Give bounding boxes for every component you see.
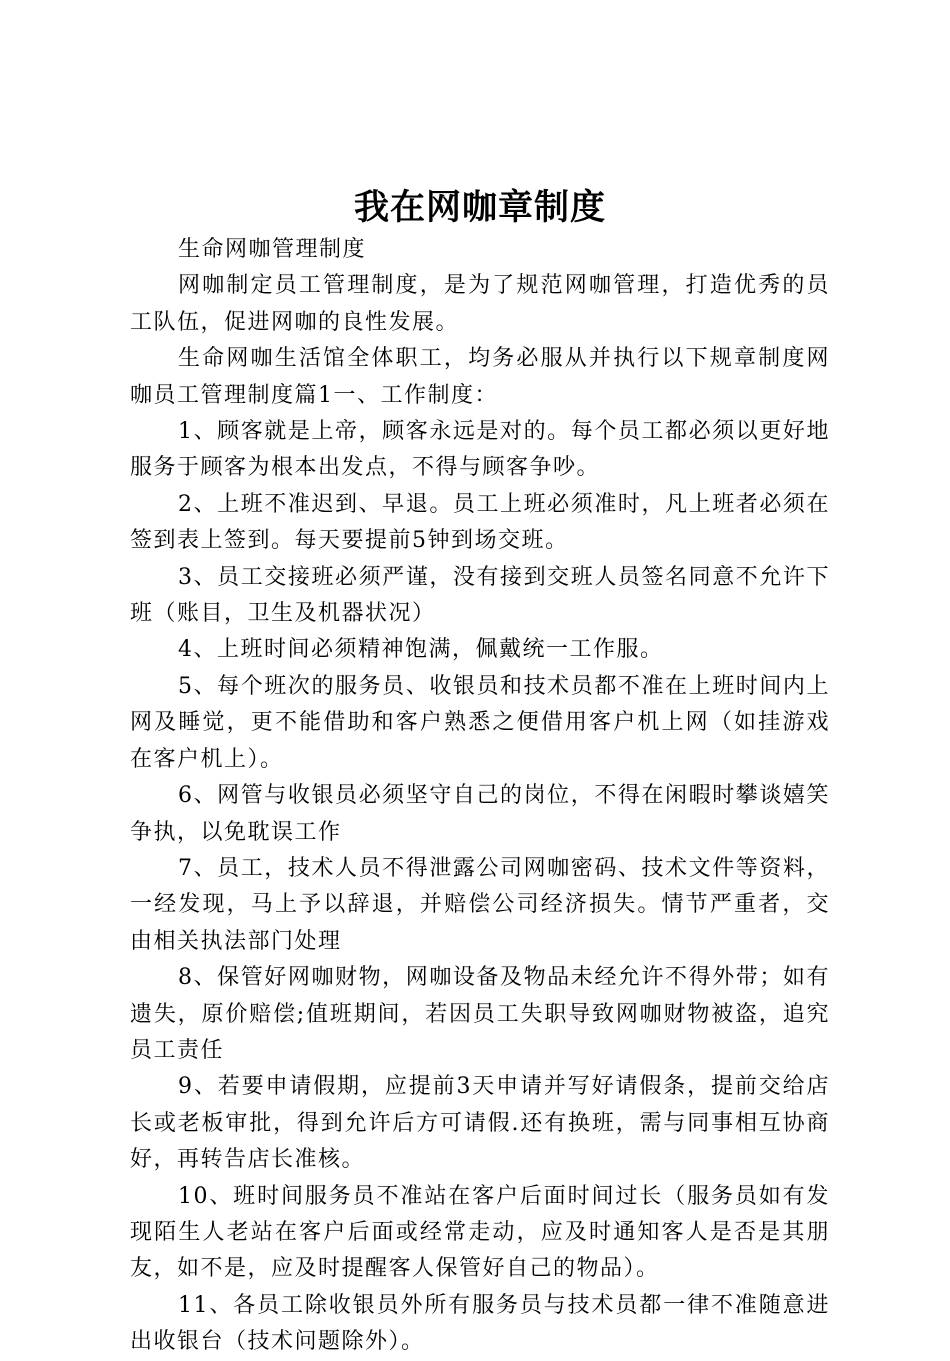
paragraph-scope: 生命网咖生活馆全体职工，均务必服从并执行以下规章制度网咖员工管理制度篇1一、工作制度： [130,346,830,408]
rule-item-9: 9、若要申请假期，应提前3天申请并写好请假条，提前交给店长或老板审批，得到允许后方可请假.还有换班，需与同事相互协商好，再转告店长准核。 [130,1074,830,1173]
document-title: 我在网咖章制度 [353,188,606,228]
paragraph-purpose: 网咖制定员工管理制度，是为了规范网咖管理，打造优秀的员工队伍，促进网咖的良性发展。 [130,273,830,335]
rule-item-11: 11、各员工除收银员外所有服务员与技术员都一律不准随意进出收银台（技术问题除外）。 [130,1292,830,1355]
rule-item-8: 8、保管好网咖财物，网咖设备及物品未经允许不得外带；如有遗失，原价赔偿;值班期间，若因员工失职导致网咖财物被盗，追究员工责任 [130,965,830,1063]
paragraph-intro-heading: 生命网咖管理制度 [178,237,367,262]
rule-item-7: 7、员工，技术人员不得泄露公司网咖密码、技术文件等资料，一经发现，马上予以辞退，并赔偿公司经济损失。情节严重者，交由相关执法部门处理 [130,855,830,954]
rule-item-5: 5、每个班次的服务员、收银员和技术员都不准在上班时间内上网及睡觉，更不能借助和客户熟悉之便借用客户机上网（如挂游戏在客户机上）。 [130,673,830,772]
rule-item-1: 1、顾客就是上帝，顾客永远是对的。每个员工都必须以更好地服务于顾客为根本出发点，不得与顾客争吵。 [130,419,830,481]
rule-item-6: 6、网管与收银员必须坚守自己的岗位，不得在闲暇时攀谈嬉笑争执，以免耽误工作 [130,783,830,845]
rule-item-2: 2、上班不准迟到、早退。员工上班必须准时，凡上班者必须在签到表上签到。每天要提前5钟到场交班。 [130,491,830,554]
document-body [130,232,830,1361]
rule-item-3: 3、员工交接班必须严谨，没有接到交班人员签名同意不允许下班（账目，卫生及机器状况） [130,564,830,627]
rule-item-10: 10、班时间服务员不准站在客户后面时间过长（服务员如有发现陌生人老站在客户后面或经常走动，应及时通知客人是否是其朋友，如不是，应及时提醒客人保管好自己的物品）。 [130,1183,830,1282]
rule-item-4: 4、上班时间必须精神饱满，佩戴统一工作服。 [178,637,664,663]
